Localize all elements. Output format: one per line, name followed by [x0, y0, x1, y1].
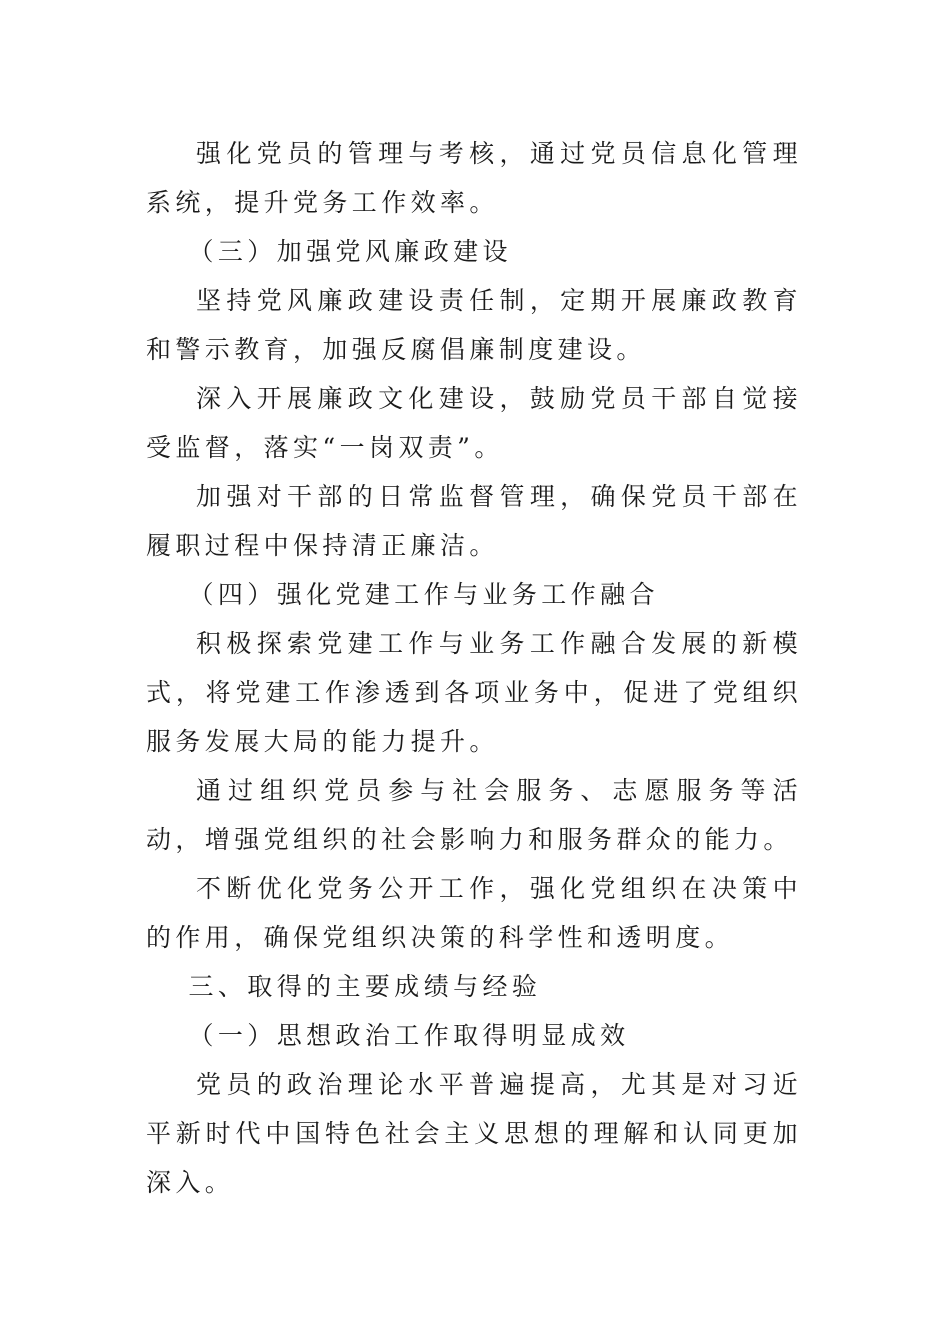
body-paragraph: 通过组织党员参与社会服务、志愿服务等活动，增强党组织的社会影响力和服务群众的能力。 — [146, 776, 802, 854]
section-heading: （四）强化党建工作与业务工作融合 — [188, 580, 659, 609]
section-heading: （一）思想政治工作取得明显成效 — [188, 1021, 630, 1050]
body-paragraph: 加强对干部的日常监督管理，确保党员干部在履职过程中保持清正廉洁。 — [146, 482, 802, 560]
chapter-heading: 三、取得的主要成绩与经验 — [188, 972, 542, 1001]
body-paragraph: 党员的政治理论水平普遍提高，尤其是对习近平新时代中国特色社会主义思想的理解和认同更加深入。 — [146, 1070, 802, 1197]
body-paragraph: 深入开展廉政文化建设，鼓励党员干部自觉接受监督，落实“一岗双责”。 — [146, 384, 802, 462]
body-paragraph: 不断优化党务公开工作，强化党组织在决策中的作用，确保党组织决策的科学性和透明度。 — [146, 874, 802, 952]
body-paragraph: 坚持党风廉政建设责任制，定期开展廉政教育和警示教育，加强反腐倡廉制度建设。 — [146, 286, 802, 364]
body-paragraph: 强化党员的管理与考核，通过党员信息化管理系统，提升党务工作效率。 — [146, 139, 802, 217]
section-heading: （三）加强党风廉政建设 — [188, 237, 512, 266]
document-body — [146, 129, 802, 1207]
body-paragraph: 积极探索党建工作与业务工作融合发展的新模式，将党建工作渗透到各项业务中，促进了党组织服务发展大局的能力提升。 — [146, 629, 802, 756]
